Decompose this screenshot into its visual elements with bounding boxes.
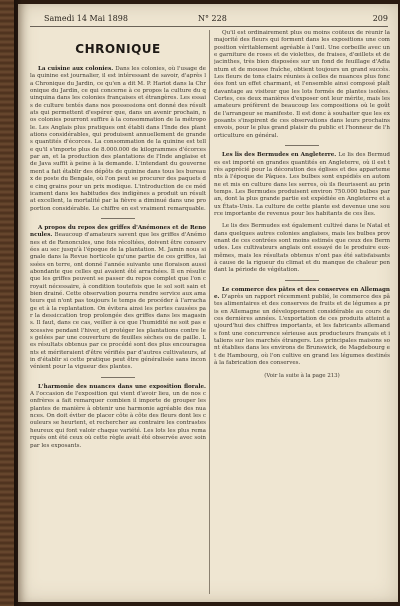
article-paragraph [30,384,206,450]
article-text: Dans les colonies, où l'usage de la quinine est journalier, il est intéressant de savoir, d'après la Chronique du Jardin, ce qu'en a dit M. P. Hariot dans la Chronique du Jardin, ce qui concerne à ce propos la culture du quinquina dans les colonies françaises et étrangères. Les essais de culture tentés dans nos possessions ont donné des résultats qui permettent d'espérer que, dans un avenir prochain, nos colonies pourront suffire à la consommation de la métropole. Les Anglais plus pratiques ont établi dans l'Inde des plantations considérables, qui produisent annuellement de grandes quantités d'écorces. La consommation de la quinine est telle qu'il s'importe plus de 8.000.000 de kilogrammes d'écorces par an, et la production des plantations de l'Inde anglaise et de Java suffit à peine à la demande. L'intendant du gouvernement a fait établir des dépôts de quinine dans tous les bureaux de poste du Bengale, où l'on peut se procurer des paquets de cinq grains pour un prix modique. L'introduction de ce médicament dans les habitudes des indigènes a produit un résultat excellent, la mortalité par la fièvre a diminué dans une proportion considérable. Le chiffre en est vraiment remarquable. [30,66,206,212]
article-text: A l'occasion de l'exposition qui vient d'avoir lieu, un de nos confrères a fait remarquer combien il importe de grouper les plantes de manière à obtenir une harmonie agréable des nuances. On doit éviter de placer côte à côte des fleurs dont les couleurs se heurtent, et rechercher au contraire les contrastes heureux qui font valoir chaque variété. Les lots les plus remarqués ont été ceux où cette règle avait été observée avec soin par les exposants. [30,391,206,449]
article-paragraph [30,66,206,213]
article-text: D'après un rapport récemment publié, le commerce des pâtes alimentaires et des conserves de fruits et de légumes a pris en Allemagne un développement considérable au cours de ces dernières années. L'exportation de ces produits atteint aujourd'hui des chiffres importants, et les fabricants allemands font une concurrence sérieuse aux producteurs français et italiens sur les marchés étrangers. Les principales maisons sont établies dans les environs de Brunswick, de Magdebourg et de Hambourg, où l'on cultive en grand les légumes destinés à la fabrication des conserves. [214,294,390,367]
book-spine [0,0,14,606]
separator [101,218,135,219]
separator [285,280,319,281]
journal-page [18,4,398,602]
article-text: Beaucoup d'amateurs savent que les griffes d'Anémones et de Renoncules, une fois récoltées, doivent être conservées au sec jusqu'à l'époque de la plantation. M. Jamin nous signale dans la Revue horticole qu'une partie de ces griffes, laissées en terre, ont donné l'année suivante une floraison aussi abondante que celles qui avaient été arrachées. Il en résulte que les griffes peuvent se passer du repos complet que l'on croyait nécessaire, à condition toutefois que le sol soit sain et bien drainé. Cette observation pourra rendre service aux amateurs qui n'ont pas toujours le temps de procéder à l'arrachage et à la replantation. On évitera ainsi les pertes causées par la dessiccation trop prolongée des griffes dans les magasins. Il faut, dans ce cas, veiller à ce que l'humidité ne soit pas excessive pendant l'hiver, et protéger les plantations contre les gelées par une couverture de feuilles sèches ou de paille. Les résultats obtenus par ce procédé sont des plus encourageants et mériteraient d'être vérifiés par d'autres cultivateurs, afin d'établir si cette pratique peut être généralisée sans inconvénient pour la vigueur des plantes. [30,232,206,371]
article-paragraph [214,30,390,140]
article-heading: A propos du repos des griffes d'Anémones et de Renoncules. [30,224,206,239]
issue-number: N° 228 [198,14,227,23]
article-heading: Le commerce des pâtes et des conserves en Allemagne. [214,286,390,300]
article-paragraph [214,152,390,218]
article-paragraph [214,223,390,274]
article-heading: Les lis des Bermudes en Angleterre. [222,152,339,159]
separator [285,145,319,146]
article-text: Qu'il est ordinairement plus ou moins coûteux de réunir la majorité des fleurs qui forment dans les expositions une composition véritablement agréable à l'œil. Une corbeille avec une garniture de roses et de violettes, de fraises, d'œillets et de jacinthes, très bien disposées sur un fond de feuillage d'Adiantum et de mousse fraîche, obtient toujours un grand succès. Les fleurs de tons clairs réunies à celles de nuances plus foncées font un effet charmant, et l'ensemble ainsi composé plaît davantage au visiteur que les lots formés de plantes isolées. Certes, ces deux manières d'exposer ont leur mérite, mais les amateurs préfèrent de beaucoup les compositions où le goût de l'arrangeur se manifeste. Il est donc à souhaiter que les exposants s'inspirent de ces observations dans leurs prochains envois, pour le plus grand plaisir du public et l'honneur de l'horticulture en général. [214,30,390,139]
section-title: CHRONIQUE [75,42,161,56]
left-column [30,30,206,594]
article-paragraph [214,287,390,368]
article-heading: La cuisine aux colonies. [38,66,116,72]
article-text: Le lis des Bermudes est également cultivé dans le Natal et dans quelques autres colonies anglaises, mais les bulbes provenant de ces contrées sont moins estimés que ceux des Bermudes. Les cultivateurs anglais ont essayé de le produire eux-mêmes, mais les résultats obtenus n'ont pas été satisfaisants à cause de la rigueur du climat et du manque de chaleur pendant la période de végétation. [214,223,390,274]
article-text: Le lis des Bermudes est importé en grandes quantités en Angleterre, où il est très apprécié pour la décoration des églises et des appartements à l'époque de Pâques. Les bulbes sont expédiés en automne et mis en culture dans les serres, où ils fleurissent au printemps. Les Bermudes produisent environ 750.000 bulbes par an, dont la plus grande partie est expédiée en Angleterre et aux États-Unis. La culture de cette plante est devenue une source importante de revenus pour les habitants de ces îles. [214,152,390,217]
article-paragraph [30,225,206,372]
page-header [30,12,388,27]
right-column [214,30,390,594]
continuation-note: (Voir la suite à la page 213) [264,373,340,380]
article-heading: L'harmonie des nuances dans une exposition florale. [38,383,206,390]
page-number: 209 [372,14,388,23]
column-divider [209,30,210,594]
separator [101,377,135,378]
header-date: Samedi 14 Mai 1898 [44,14,128,23]
